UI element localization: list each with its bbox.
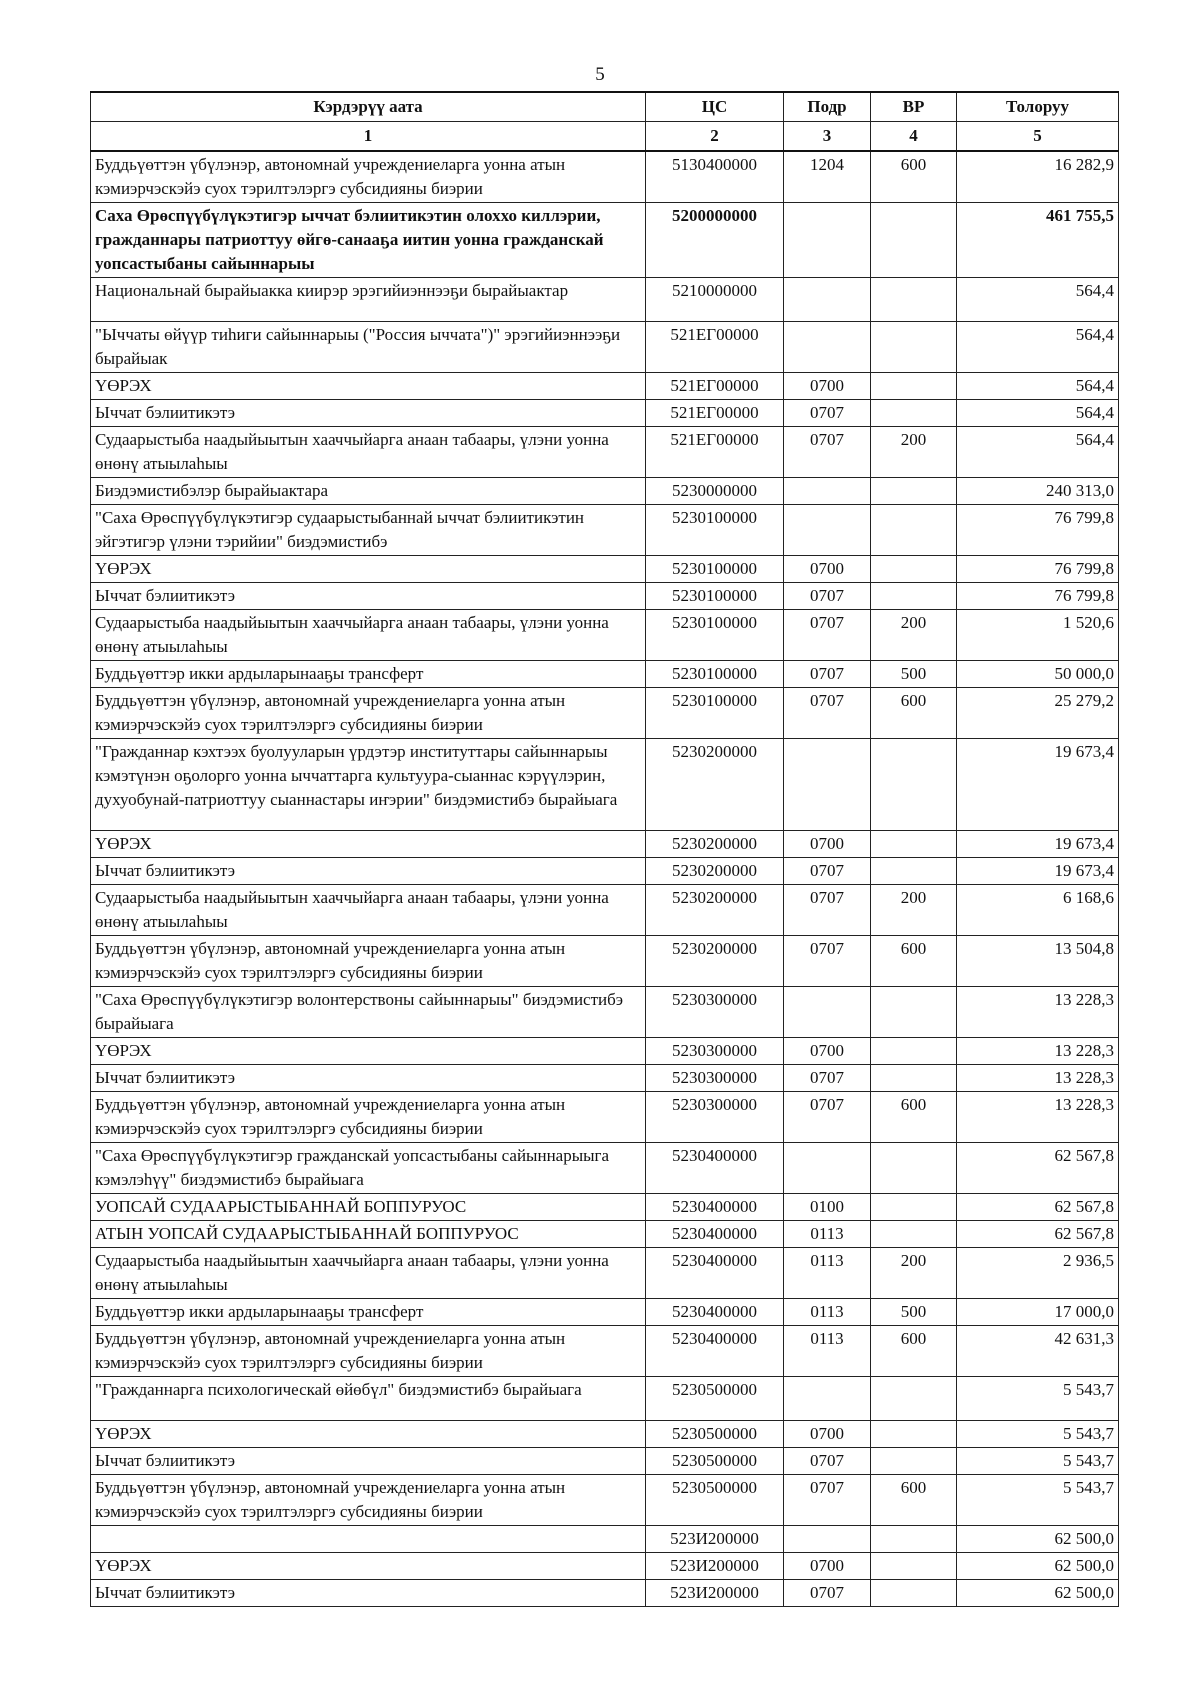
row-total: 564,4 [957,373,1119,400]
table-row [91,427,1119,478]
row-vr-code [871,583,957,610]
row-total: 461 755,5 [957,203,1119,278]
row-name: Ыччат бэлиитикэтэ [91,1065,646,1092]
row-total: 2 936,5 [957,1248,1119,1299]
row-cs-code: 5230200000 [646,936,784,987]
row-name: Буддьүөттэн үбүлэнэр, автономнай учреждениеларга уонна атын кэмиэрчэскэйэ суох тэрилтэлэргэ субсидияны биэрии [91,688,646,739]
column-number: 1 [91,122,646,152]
table-row [91,373,1119,400]
budget-table [90,91,1119,1607]
row-podr-code: 0707 [784,885,871,936]
row-vr-code [871,987,957,1038]
row-total: 13 504,8 [957,936,1119,987]
row-vr-code: 600 [871,1092,957,1143]
row-name: Буддьүөттэн үбүлэнэр, автономнай учреждениеларга уонна атын кэмиэрчэскэйэ суох тэрилтэлэргэ субсидияны биэрии [91,936,646,987]
row-vr-code [871,373,957,400]
row-vr-code [871,858,957,885]
row-total: 62 567,8 [957,1143,1119,1194]
row-podr-code: 0707 [784,1092,871,1143]
row-vr-code: 200 [871,1248,957,1299]
row-vr-code [871,739,957,831]
table-row [91,583,1119,610]
row-name: АТЫН УОПСАЙ СУДААРЫСТЫБАННАЙ БОППУРУОС [91,1221,646,1248]
row-cs-code: 5230100000 [646,556,784,583]
row-total: 564,4 [957,278,1119,322]
header-row [91,92,1119,122]
row-total: 42 631,3 [957,1326,1119,1377]
row-name: Ыччат бэлиитикэтэ [91,583,646,610]
row-cs-code: 5200000000 [646,203,784,278]
row-name: ҮӨРЭХ [91,1038,646,1065]
row-total: 76 799,8 [957,556,1119,583]
column-number: 4 [871,122,957,152]
row-total: 5 543,7 [957,1421,1119,1448]
row-cs-code: 5230400000 [646,1326,784,1377]
row-cs-code: 5230400000 [646,1221,784,1248]
row-podr-code: 0707 [784,1580,871,1607]
row-podr-code [784,1143,871,1194]
row-name: Буддьүөттэн үбүлэнэр, автономнай учреждениеларга уонна атын кэмиэрчэскэйэ суох тэрилтэлэргэ субсидияны биэрии [91,1092,646,1143]
table-row [91,1475,1119,1526]
row-name: Буддьүөттэр икки ардыларынааҕы трансферт [91,1299,646,1326]
page-number: 5 [595,64,605,85]
row-cs-code: 5230100000 [646,661,784,688]
row-cs-code: 5230300000 [646,1065,784,1092]
row-podr-code [784,987,871,1038]
row-total: 19 673,4 [957,831,1119,858]
header-vr: ВР [871,92,957,122]
row-cs-code: 5230100000 [646,688,784,739]
table-row [91,478,1119,505]
row-name: Ыччат бэлиитикэтэ [91,1448,646,1475]
row-vr-code [871,1143,957,1194]
row-podr-code: 0707 [784,400,871,427]
row-vr-code [871,1580,957,1607]
row-cs-code: 5230400000 [646,1194,784,1221]
column-number-row [91,122,1119,152]
column-number: 3 [784,122,871,152]
row-cs-code: 5230000000 [646,478,784,505]
row-cs-code: 523И200000 [646,1580,784,1607]
row-name: ҮӨРЭХ [91,1553,646,1580]
row-total: 5 543,7 [957,1377,1119,1421]
row-total: 25 279,2 [957,688,1119,739]
table-row [91,831,1119,858]
row-podr-code: 0707 [784,1065,871,1092]
row-name: "Гражданнарга психологическай өйөбүл" биэдэмистибэ бырайыага [91,1377,646,1421]
row-total: 50 000,0 [957,661,1119,688]
row-cs-code: 521ЕГ00000 [646,322,784,373]
row-name: Судаарыстыба наадыйыытын хааччыйарга анаан табаары, үлэни уонна өнөнү атыылаһыы [91,427,646,478]
row-cs-code: 5230100000 [646,610,784,661]
row-vr-code [871,1526,957,1553]
row-vr-code: 600 [871,1475,957,1526]
row-podr-code: 0700 [784,556,871,583]
row-total: 17 000,0 [957,1299,1119,1326]
table-row [91,1299,1119,1326]
row-name: "Саха Өрөспүүбүлүкэтигэр волонтерствоны сайыннарыы" биэдэмистибэ бырайыага [91,987,646,1038]
row-vr-code [871,831,957,858]
row-vr-code [871,278,957,322]
row-name: "Саха Өрөспүүбүлүкэтигэр гражданскай уопсастыбаны сайыннарыыга кэмэлэһүү" биэдэмистибэ бырайыага [91,1143,646,1194]
table-row [91,400,1119,427]
row-podr-code: 0700 [784,1421,871,1448]
header-total: Толоруу [957,92,1119,122]
table-row [91,885,1119,936]
row-vr-code [871,1377,957,1421]
row-total: 564,4 [957,322,1119,373]
column-number: 2 [646,122,784,152]
row-vr-code [871,1421,957,1448]
row-cs-code: 5230400000 [646,1299,784,1326]
table-body [91,151,1119,1607]
row-cs-code: 5230200000 [646,885,784,936]
row-cs-code: 523И200000 [646,1553,784,1580]
table-row [91,1038,1119,1065]
row-podr-code: 0113 [784,1299,871,1326]
row-podr-code [784,322,871,373]
row-vr-code: 200 [871,427,957,478]
row-total: 6 168,6 [957,885,1119,936]
row-total: 13 228,3 [957,1038,1119,1065]
row-total: 13 228,3 [957,1065,1119,1092]
table-row [91,661,1119,688]
row-cs-code: 5230200000 [646,831,784,858]
row-cs-code: 5230300000 [646,987,784,1038]
row-total: 16 282,9 [957,151,1119,203]
row-vr-code: 500 [871,1299,957,1326]
row-vr-code [871,203,957,278]
row-podr-code: 0707 [784,427,871,478]
row-vr-code [871,1553,957,1580]
row-cs-code: 5130400000 [646,151,784,203]
row-cs-code: 521ЕГ00000 [646,427,784,478]
row-name: Буддьүөттэн үбүлэнэр, автономнай учреждениеларга уонна атын кэмиэрчэскэйэ суох тэрилтэлэргэ субсидияны биэрии [91,151,646,203]
row-total: 564,4 [957,427,1119,478]
row-name: "Ыччаты өйүүр тиһиги сайыннарыы ("Россия ыччата")" эрэгийиэннээҕи бырайыак [91,322,646,373]
row-cs-code: 5230300000 [646,1038,784,1065]
row-vr-code [871,1448,957,1475]
table-row [91,1553,1119,1580]
row-cs-code: 5230300000 [646,1092,784,1143]
row-name: Ыччат бэлиитикэтэ [91,1580,646,1607]
row-name: Судаарыстыба наадыйыытын хааччыйарга анаан табаары, үлэни уонна өнөнү атыылаһыы [91,1248,646,1299]
row-total: 1 520,6 [957,610,1119,661]
row-name: ҮӨРЭХ [91,556,646,583]
row-cs-code: 5230500000 [646,1421,784,1448]
row-total: 62 567,8 [957,1194,1119,1221]
row-podr-code: 0700 [784,1553,871,1580]
row-podr-code: 0707 [784,1475,871,1526]
row-vr-code [871,1194,957,1221]
row-name: "Гражданнар кэхтээх буолууларын үрдэтэр институттары сайыннарыы кэмэтүнэн оҕолорго уонна ыччаттарга культуура-сыаннас кэрүүлэрин, духуобунай-патриоттуу сыаннастары иҥэрии" биэдэмистибэ бырайыага [91,739,646,831]
row-podr-code: 0113 [784,1326,871,1377]
row-name: "Саха Өрөспүүбүлүкэтигэр судаарыстыбаннай ыччат бэлиитикэтин эйгэтигэр үлэни тэрийии" биэдэмистибэ [91,505,646,556]
row-podr-code: 0700 [784,1038,871,1065]
table-row [91,1248,1119,1299]
table-row [91,987,1119,1038]
row-cs-code: 5230500000 [646,1448,784,1475]
row-name: Судаарыстыба наадыйыытын хааччыйарга анаан табаары, үлэни уонна өнөнү атыылаһыы [91,610,646,661]
row-cs-code: 521ЕГ00000 [646,373,784,400]
table-row [91,1326,1119,1377]
row-name: Национальнай бырайыакка киирэр эрэгийиэннээҕи бырайыактар [91,278,646,322]
table-row [91,322,1119,373]
row-podr-code: 0707 [784,583,871,610]
row-vr-code: 600 [871,151,957,203]
table-row [91,151,1119,203]
row-cs-code: 521ЕГ00000 [646,400,784,427]
table-row [91,610,1119,661]
row-cs-code: 5230500000 [646,1377,784,1421]
row-vr-code [871,400,957,427]
row-total: 76 799,8 [957,583,1119,610]
row-podr-code [784,278,871,322]
row-podr-code [784,1526,871,1553]
row-total: 240 313,0 [957,478,1119,505]
table-row [91,556,1119,583]
row-podr-code: 0100 [784,1194,871,1221]
row-total: 62 500,0 [957,1553,1119,1580]
row-vr-code [871,1221,957,1248]
row-vr-code: 600 [871,1326,957,1377]
row-cs-code: 5230200000 [646,858,784,885]
table-row [91,1221,1119,1248]
row-name: Буддьүөттэн үбүлэнэр, автономнай учреждениеларга уонна атын кэмиэрчэскэйэ суох тэрилтэлэргэ субсидияны биэрии [91,1475,646,1526]
row-vr-code: 200 [871,885,957,936]
header-podr: Подр [784,92,871,122]
row-cs-code: 5210000000 [646,278,784,322]
row-total: 13 228,3 [957,1092,1119,1143]
row-cs-code: 5230100000 [646,583,784,610]
row-cs-code: 5230400000 [646,1248,784,1299]
row-cs-code: 5230500000 [646,1475,784,1526]
row-podr-code: 0707 [784,858,871,885]
table-row [91,1580,1119,1607]
table-row [91,739,1119,831]
row-vr-code: 600 [871,688,957,739]
row-cs-code: 523И200000 [646,1526,784,1553]
row-name: Биэдэмистибэлэр бырайыактара [91,478,646,505]
row-podr-code [784,203,871,278]
row-podr-code: 0707 [784,936,871,987]
row-vr-code [871,556,957,583]
row-total: 62 567,8 [957,1221,1119,1248]
row-total: 19 673,4 [957,858,1119,885]
row-podr-code: 0707 [784,1448,871,1475]
row-vr-code [871,478,957,505]
row-name: ҮӨРЭХ [91,373,646,400]
row-cs-code: 5230200000 [646,739,784,831]
row-vr-code [871,505,957,556]
row-podr-code [784,478,871,505]
row-total: 5 543,7 [957,1448,1119,1475]
row-vr-code [871,1038,957,1065]
row-podr-code: 0707 [784,661,871,688]
table-row [91,936,1119,987]
row-name: УОПСАЙ СУДААРЫСТЫБАННАЙ БОППУРУОС [91,1194,646,1221]
row-podr-code: 0700 [784,831,871,858]
row-cs-code: 5230100000 [646,505,784,556]
row-name: ҮӨРЭХ [91,831,646,858]
row-name [91,1526,646,1553]
row-name: Буддьүөттэн үбүлэнэр, автономнай учреждениеларга уонна атын кэмиэрчэскэйэ суох тэрилтэлэргэ субсидияны биэрии [91,1326,646,1377]
row-name: Судаарыстыба наадыйыытын хааччыйарга анаан табаары, үлэни уонна өнөнү атыылаһыы [91,885,646,936]
row-total: 5 543,7 [957,1475,1119,1526]
row-total: 62 500,0 [957,1526,1119,1553]
row-cs-code: 5230400000 [646,1143,784,1194]
table-row [91,1448,1119,1475]
row-podr-code: 0113 [784,1248,871,1299]
row-podr-code: 0707 [784,610,871,661]
row-total: 76 799,8 [957,505,1119,556]
row-podr-code: 0700 [784,373,871,400]
row-name: Ыччат бэлиитикэтэ [91,400,646,427]
row-name: Саха Өрөспүүбүлүкэтигэр ыччат бэлиитикэтин олоххо киллэрии, гражданнары патриоттуу өйгө-санааҕа иитин уонна гражданскай уопсастыбаны сайыннарыы [91,203,646,278]
table-row [91,1377,1119,1421]
row-total: 13 228,3 [957,987,1119,1038]
row-podr-code [784,739,871,831]
row-podr-code: 0113 [784,1221,871,1248]
table-row [91,505,1119,556]
table-row [91,1065,1119,1092]
row-total: 62 500,0 [957,1580,1119,1607]
column-number: 5 [957,122,1119,152]
row-name: ҮӨРЭХ [91,1421,646,1448]
table-row [91,278,1119,322]
table-row [91,1143,1119,1194]
row-podr-code [784,505,871,556]
table-row [91,203,1119,278]
row-vr-code [871,322,957,373]
table-row [91,858,1119,885]
row-podr-code: 1204 [784,151,871,203]
table-row [91,1194,1119,1221]
row-vr-code: 500 [871,661,957,688]
row-vr-code [871,1065,957,1092]
table-row [91,1092,1119,1143]
row-vr-code: 600 [871,936,957,987]
row-name: Буддьүөттэр икки ардыларынааҕы трансферт [91,661,646,688]
header-cs: ЦС [646,92,784,122]
row-total: 19 673,4 [957,739,1119,831]
row-podr-code: 0707 [784,688,871,739]
table-row [91,1526,1119,1553]
row-vr-code: 200 [871,610,957,661]
row-total: 564,4 [957,400,1119,427]
header-name: Кэрдэрүү аата [91,92,646,122]
table-row [91,1421,1119,1448]
row-podr-code [784,1377,871,1421]
row-name: Ыччат бэлиитикэтэ [91,858,646,885]
table-row [91,688,1119,739]
